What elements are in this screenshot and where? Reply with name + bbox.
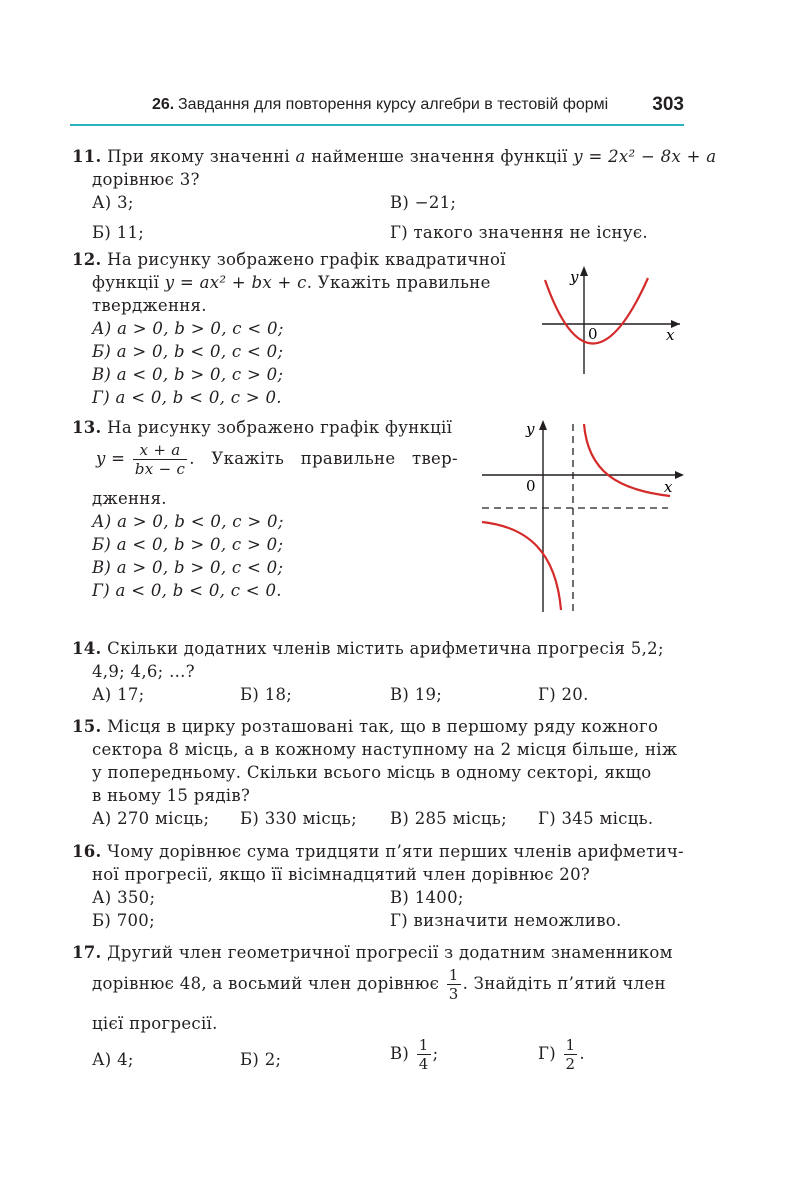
- q12-y-label: y: [570, 268, 579, 286]
- q12-parabola-graph: [530, 258, 690, 380]
- q13-option-a: А) a > 0, b < 0, c > 0;: [92, 512, 284, 531]
- q13-text-1: На рисунку зображено графік функції: [107, 418, 453, 437]
- q11-option-a: А) 3;: [92, 193, 134, 212]
- section-number: 26.: [152, 96, 175, 113]
- q17-text-1: Другий член геометричної прогресії з додатним знаменником: [107, 943, 673, 962]
- q17-text-2a: дорівнює 48, а восьмий член дорівнює: [92, 974, 440, 993]
- q15-line3: у попередньому. Скільки всього місць в одному секторі, якщо: [92, 763, 652, 782]
- q13-option-v: В) a > 0, b > 0, c < 0;: [92, 558, 284, 577]
- q16-option-a: А) 350;: [92, 888, 156, 907]
- q12-option-g: Г) a < 0, b < 0, c > 0.: [92, 388, 282, 407]
- q17-option-b: Б) 2;: [240, 1050, 282, 1069]
- q16-text-1: Чому дорівнює сума тридцяти п’яти перших членів арифметич-: [107, 842, 684, 861]
- q13-y-label: y: [526, 420, 535, 438]
- q17-option-g: [538, 1036, 585, 1073]
- q13-origin-label: 0: [526, 477, 536, 495]
- q15-number: 15.: [72, 717, 102, 736]
- q17-text-2b: . Знайдіть п’ятий член: [462, 974, 666, 993]
- q17-option-v-end: ;: [432, 1044, 439, 1063]
- q13-line3: дження.: [92, 489, 167, 508]
- section-title: Завдання для повторення курсу алгебри в тестовій формі: [178, 96, 609, 113]
- q13-option-g: Г) a < 0, b < 0, c < 0.: [92, 581, 282, 600]
- q12-line2: [92, 273, 491, 293]
- q14-option-g: Г) 20.: [538, 685, 589, 704]
- q12-x-label: x: [666, 326, 675, 344]
- q13-y-arrow: [539, 420, 547, 430]
- q13-frac-numerator: x + a: [133, 441, 187, 460]
- q17-option-v-den: 4: [418, 1055, 429, 1073]
- q11-line2: дорівнює 3?: [92, 170, 200, 189]
- q13-fraction: [133, 441, 187, 478]
- q16-option-b: Б) 700;: [92, 911, 155, 930]
- page-number: 303: [652, 94, 684, 115]
- q11-line1: [72, 147, 716, 167]
- q13-x-arrow: [675, 471, 684, 479]
- q13-branch-left: [482, 522, 561, 610]
- q17-option-g-den: 2: [565, 1055, 576, 1073]
- q17-fraction: [447, 966, 461, 1003]
- q12-text-2b: . Укажіть правильне: [306, 273, 491, 292]
- q17-line2: [92, 966, 666, 1003]
- q17-option-v: [390, 1036, 438, 1073]
- q12-option-a: А) a > 0, b > 0, c < 0;: [92, 319, 284, 338]
- q15-option-g: Г) 345 місць.: [538, 809, 654, 828]
- q12-option-v: В) a < 0, b > 0, c > 0;: [92, 365, 284, 384]
- q16-line1: [72, 842, 684, 862]
- page-header: [70, 92, 684, 126]
- q17-option-g-end: .: [579, 1044, 585, 1063]
- q17-option-v-label: В): [390, 1044, 410, 1063]
- q13-frac-prefix: y =: [96, 449, 126, 468]
- q17-option-g-label: Г): [538, 1044, 556, 1063]
- q13-option-b: Б) a < 0, b > 0, c > 0;: [92, 535, 284, 554]
- q17-option-g-num: 1: [565, 1036, 576, 1054]
- q14-line1: [72, 639, 664, 659]
- q17-frac-numerator: 1: [448, 966, 459, 984]
- q14-option-b: Б) 18;: [240, 685, 293, 704]
- q12-text-1: На рисунку зображено графік квадратичної: [107, 250, 506, 269]
- q12-text-2a: функції: [92, 273, 160, 292]
- q15-text-1: Місця в цирку розташовані так, що в першому ряду кожного: [107, 717, 659, 736]
- q17-option-a: А) 4;: [92, 1050, 134, 1069]
- q14-line2: 4,9; 4,6; ...?: [92, 662, 195, 681]
- q14-option-a: А) 17;: [92, 685, 145, 704]
- q13-branch-right: [584, 424, 670, 496]
- q17-option-v-fraction: [417, 1036, 431, 1073]
- q11-option-v: В) −21;: [390, 193, 457, 212]
- q17-option-g-fraction: [564, 1036, 578, 1073]
- q11-formula: y = 2x² − 8x + a: [573, 147, 717, 166]
- q13-frac-denominator: bx − c: [134, 460, 186, 478]
- q11-text-b: найменше значення функції: [311, 147, 568, 166]
- q12-option-b: Б) a > 0, b < 0, c < 0;: [92, 342, 284, 361]
- q14-number: 14.: [72, 639, 102, 658]
- q15-option-a: А) 270 місць;: [92, 809, 210, 828]
- q12-line1: [72, 250, 506, 270]
- q12-formula: y = ax² + bx + c: [164, 273, 307, 292]
- q15-line1: [72, 717, 658, 737]
- q15-line2: сектора 8 місць, а в кожному наступному на 2 місця більше, ніж: [92, 740, 678, 759]
- q14-text-1: Скільки додатних членів містить арифметична прогресія 5,2;: [107, 639, 664, 658]
- q13-x-label: x: [664, 478, 673, 496]
- q12-y-arrow: [580, 266, 588, 276]
- q17-number: 17.: [72, 943, 102, 962]
- q14-option-v: В) 19;: [390, 685, 443, 704]
- q13-number: 13.: [72, 418, 102, 437]
- q13-text-2: . Укажіть правильне твер-: [189, 449, 458, 468]
- q12-line3: твердження.: [92, 296, 207, 315]
- q15-option-b: Б) 330 місць;: [240, 809, 357, 828]
- q11-text-a: При якому значенні: [107, 147, 290, 166]
- q16-line2: ної прогресії, якщо її вісімнадцятий член дорівнює 20?: [92, 865, 591, 884]
- q16-option-g: Г) визначити неможливо.: [390, 911, 622, 930]
- q12-number: 12.: [72, 250, 102, 269]
- q13-line1: [72, 418, 452, 438]
- q11-number: 11.: [72, 147, 102, 166]
- q17-frac-denominator: 3: [448, 985, 459, 1003]
- q11-option-g: Г) такого значення не існує.: [390, 223, 648, 242]
- q15-line4: в ньому 15 рядів?: [92, 786, 251, 805]
- q17-line3: цієї прогресії.: [92, 1014, 218, 1033]
- q17-option-v-num: 1: [418, 1036, 429, 1054]
- q11-param: a: [295, 147, 306, 166]
- q16-number: 16.: [72, 842, 102, 861]
- q13-line2: [96, 441, 458, 478]
- q11-option-b: Б) 11;: [92, 223, 145, 242]
- q17-line1: [72, 943, 673, 963]
- q16-option-v: В) 1400;: [390, 888, 464, 907]
- q12-origin-label: 0: [588, 325, 598, 343]
- q13-hyperbola-graph: [478, 412, 688, 614]
- q15-option-v: В) 285 місць;: [390, 809, 507, 828]
